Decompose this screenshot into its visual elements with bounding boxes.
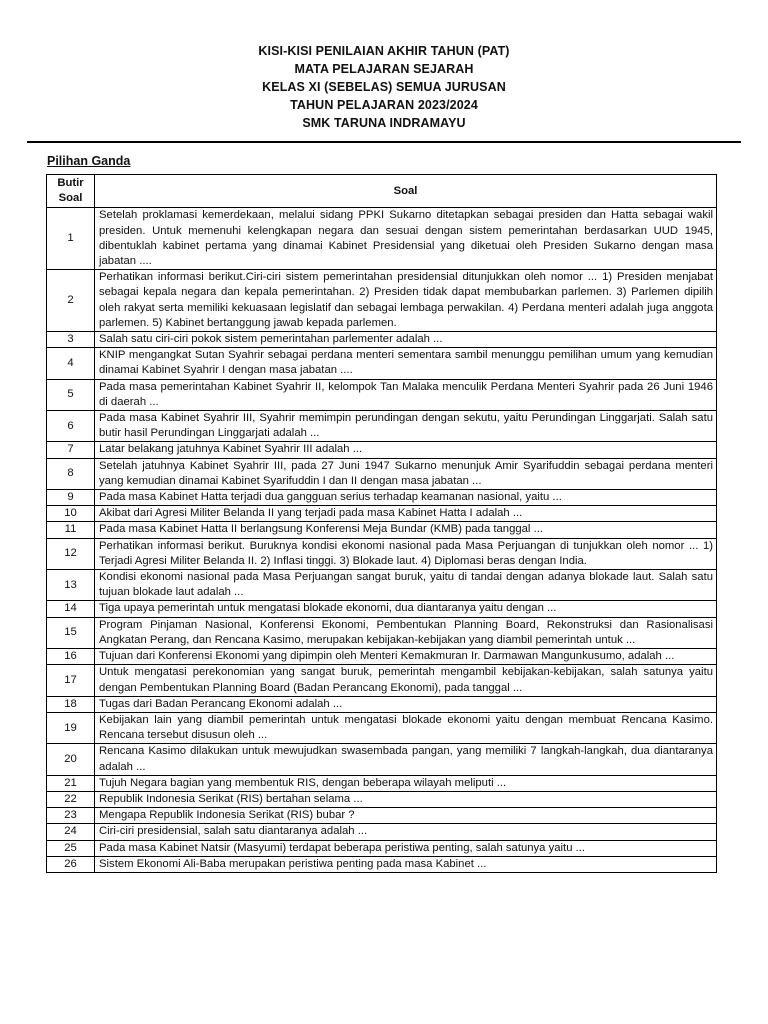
table-row — [47, 791, 717, 807]
section-title: Pilihan Ganda — [47, 154, 131, 168]
question-text: Akibat dari Agresi Militer Belanda II yang terjadi pada masa Kabinet Hatta I adalah ... — [95, 506, 717, 522]
question-text: Pada masa Kabinet Natsir (Masyumi) terdapat beberapa peristiwa penting, salah satunya yaitu ... — [95, 840, 717, 856]
table-row — [47, 506, 717, 522]
table-row — [47, 824, 717, 840]
table-row — [47, 458, 717, 489]
table-row — [47, 270, 717, 332]
question-number: 21 — [47, 775, 95, 791]
question-number: 8 — [47, 458, 95, 489]
question-number: 1 — [47, 208, 95, 270]
question-text: Kondisi ekonomi nasional pada Masa Perjuangan sangat buruk, yaitu di tandai dengan adanya blokade laut. Salah satu tujuan blokade laut adalah ... — [95, 570, 717, 601]
question-text: Latar belakang jatuhnya Kabinet Syahrir III adalah ... — [95, 442, 717, 458]
question-text: Republik Indonesia Serikat (RIS) bertahan selama ... — [95, 791, 717, 807]
question-number: 12 — [47, 538, 95, 569]
header-subject: MATA PELAJARAN SEJARAH — [294, 62, 474, 76]
question-number: 10 — [47, 506, 95, 522]
column-header-number-line2: Soal — [58, 192, 83, 205]
question-text: Sistem Ekonomi Ali-Baba merupakan peristiwa penting pada masa Kabinet ... — [95, 856, 717, 872]
question-text: Tujuan dari Konferensi Ekonomi yang dipimpin oleh Menteri Kemakmuran Ir. Darmawan Mangunkusumo, adalah ... — [95, 649, 717, 665]
header-divider — [27, 141, 741, 143]
table-row — [47, 712, 717, 743]
question-text: Perhatikan informasi berikut. Buruknya kondisi ekonomi nasional pada Masa Perjuangan di tunjukkan oleh nomor ... 1) Terjadi Agresi Militer Belanda II. 2) Inflasi tinggi. 3) Blokade laut. 4) Diplomasi beras dengan India. — [95, 538, 717, 569]
question-text: Tiga upaya pemerintah untuk mengatasi blokade ekonomi, dua diantaranya yaitu dengan ... — [95, 601, 717, 617]
question-number: 5 — [47, 379, 95, 410]
question-number: 17 — [47, 665, 95, 696]
table-row — [47, 601, 717, 617]
table-row — [47, 332, 717, 348]
question-number: 6 — [47, 411, 95, 442]
table-row — [47, 696, 717, 712]
table-row — [47, 617, 717, 648]
question-text: Pada masa Kabinet Syahrir III, Syahrir memimpin perundingan dengan sekutu, yaitu Perundingan Linggarjati. Salah satu butir hasil Perundingan Linggarjati adalah ... — [95, 411, 717, 442]
question-number: 22 — [47, 791, 95, 807]
question-number: 4 — [47, 348, 95, 379]
question-number: 14 — [47, 601, 95, 617]
table-row — [47, 208, 717, 270]
question-number: 23 — [47, 808, 95, 824]
table-body — [47, 208, 717, 873]
question-text: Pada masa Kabinet Hatta II berlangsung Konferensi Meja Bundar (KMB) pada tanggal ... — [95, 522, 717, 538]
question-text: Kebijakan lain yang diambil pemerintah untuk mengatasi blokade ekonomi yaitu dengan membuat Rencana Kasimo. Rencana tersebut disusun oleh ... — [95, 712, 717, 743]
question-text: Tugas dari Badan Perancang Ekonomi adalah ... — [95, 696, 717, 712]
header-title: KISI-KISI PENILAIAN AKHIR TAHUN (PAT) — [258, 44, 510, 58]
header-year: TAHUN PELAJARAN 2023/2024 — [290, 98, 478, 112]
question-text: Salah satu ciri-ciri pokok sistem pemerintahan parlementer adalah ... — [95, 332, 717, 348]
table-row — [47, 649, 717, 665]
question-text: Setelah proklamasi kemerdekaan, melalui sidang PPKI Sukarno ditetapkan sebagai presiden dan Hatta sebagai wakil presiden. Untuk memenuhi kelengkapan negara dan sesuai dengan sistem pemerintahan berdasarkan UUD 1945, dibentuklah kabinet pertama yang dinamai Kabinet Presidensial yang diketuai oleh Presiden Sukarno dengan masa jabatan .... — [95, 208, 717, 270]
header-class: KELAS XI (SEBELAS) SEMUA JURUSAN — [262, 80, 506, 94]
question-text: Mengapa Republik Indonesia Serikat (RIS) bubar ? — [95, 808, 717, 824]
question-text: Tujuh Negara bagian yang membentuk RIS, dengan beberapa wilayah meliputi ... — [95, 775, 717, 791]
table-row — [47, 808, 717, 824]
table-row — [47, 411, 717, 442]
question-number: 11 — [47, 522, 95, 538]
table-row — [47, 522, 717, 538]
table-row — [47, 665, 717, 696]
question-number: 24 — [47, 824, 95, 840]
question-text: Ciri-ciri presidensial, salah satu diantaranya adalah ... — [95, 824, 717, 840]
table-row — [47, 744, 717, 775]
column-header-number — [47, 175, 95, 208]
question-number: 9 — [47, 490, 95, 506]
question-number: 13 — [47, 570, 95, 601]
question-table — [46, 174, 717, 873]
question-number: 25 — [47, 840, 95, 856]
column-header-question: Soal — [95, 175, 717, 208]
question-text: Perhatikan informasi berikut.Ciri-ciri sistem pemerintahan presidensial ditunjukkan oleh nomor ... 1) Presiden menjabat sebagai kepala negara dan kepala pemerintahan. 2) Presiden tidak dapat membubarkan parlemen. 3) Parlemen dipilih oleh rakyat serta memiliki kekuasaan legislatif dan sebagai lembaga perwakilan. 4) Perdana menteri adalah juga anggota parlemen. 5) Kabinet bertanggung jawab kepada parlemen. — [95, 270, 717, 332]
question-number: 26 — [47, 856, 95, 872]
question-text: Rencana Kasimo dilakukan untuk mewujudkan swasembada pangan, yang memiliki 7 langkah-langkah, dua diantaranya adalah ... — [95, 744, 717, 775]
table-row — [47, 856, 717, 872]
question-text: Pada masa pemerintahan Kabinet Syahrir II, kelompok Tan Malaka menculik Perdana Menteri Syahrir pada 26 Juni 1946 di daerah ... — [95, 379, 717, 410]
question-number: 16 — [47, 649, 95, 665]
document-header — [0, 42, 768, 132]
question-text: KNIP mengangkat Sutan Syahrir sebagai perdana menteri sementara sambil menunggu pemilihan umum yang kemudian dinamai Kabinet Syahrir I dengan masa jabatan .... — [95, 348, 717, 379]
table-row — [47, 840, 717, 856]
column-header-number-line1: Butir — [57, 177, 84, 189]
question-number: 3 — [47, 332, 95, 348]
question-number: 19 — [47, 712, 95, 743]
table-row — [47, 570, 717, 601]
question-text: Setelah jatuhnya Kabinet Syahrir III, pada 27 Juni 1947 Sukarno menunjuk Amir Syarifuddin sebagai perdana menteri yang kemudian dinamai Kabinet Syarifuddin I dan II dengan masa jabatan ... — [95, 458, 717, 489]
question-number: 2 — [47, 270, 95, 332]
question-number: 15 — [47, 617, 95, 648]
table-row — [47, 442, 717, 458]
table-row — [47, 538, 717, 569]
question-text: Program Pinjaman Nasional, Konferensi Ekonomi, Pembentukan Planning Board, Rekonstruksi dan Rasionalisasi Angkatan Perang, dan Rencana Kasimo, merupakan kebijakan-kebijakan yang diambil pemerintah untuk ... — [95, 617, 717, 648]
table-row — [47, 348, 717, 379]
table-row — [47, 379, 717, 410]
header-school: SMK TARUNA INDRAMAYU — [302, 116, 466, 130]
table-row — [47, 490, 717, 506]
question-number: 7 — [47, 442, 95, 458]
question-text: Pada masa Kabinet Hatta terjadi dua gangguan serius terhadap keamanan nasional, yaitu ... — [95, 490, 717, 506]
table-header-row — [47, 175, 717, 208]
question-number: 18 — [47, 696, 95, 712]
question-text: Untuk mengatasi perekonomian yang sangat buruk, pemerintah mengambil kebijakan-kebijakan, salah satunya yaitu dengan Pembentukan Planning Board (Badan Perancang Ekonomi), pada tanggal ... — [95, 665, 717, 696]
table-row — [47, 775, 717, 791]
question-number: 20 — [47, 744, 95, 775]
